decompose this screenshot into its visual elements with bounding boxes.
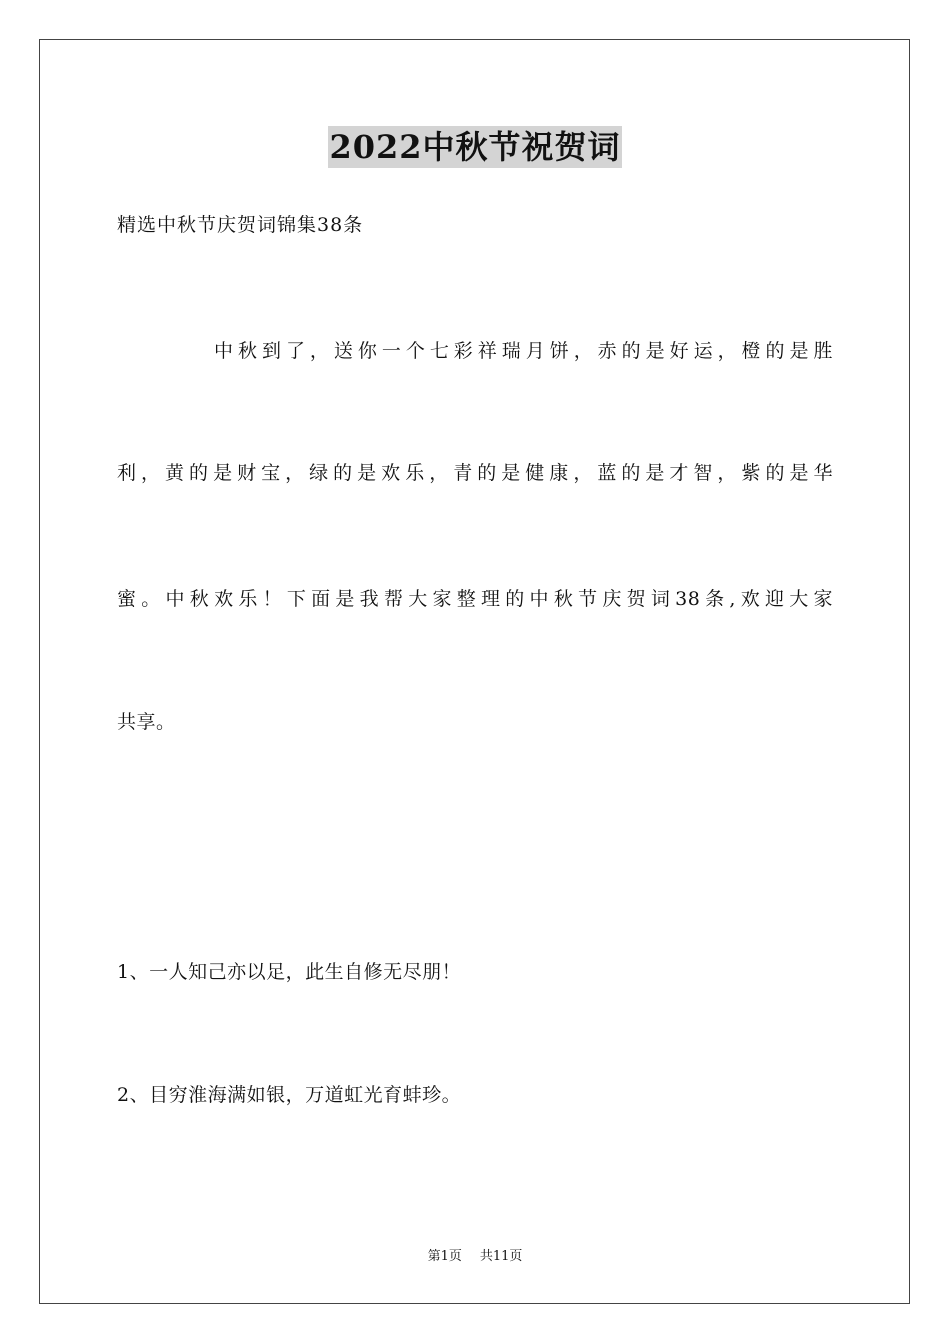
list-item: 1、一人知己亦以足，此生自修无尽朋！ (117, 961, 462, 983)
list-item: 2、目穷淮海满如银，万道虹光育蚌珍。 (117, 1084, 462, 1106)
page-number: 第1页 (427, 1249, 462, 1264)
intro-line: 蜜。中秋欢乐！下面是我帮大家整理的中秋节庆贺词38条,欢迎大家 (117, 588, 833, 610)
intro-line: 利，黄的是财宝，绿的是欢乐，青的是健康，蓝的是才智，紫的是华 (117, 462, 833, 484)
title-container (0, 126, 950, 168)
intro-line: 共享。 (117, 711, 176, 733)
page-footer (0, 1248, 950, 1266)
page-total: 共11页 (479, 1249, 523, 1264)
document-title: 2022中秋节祝贺词 (329, 128, 621, 166)
intro-line: 中秋到了，送你一个七彩祥瑞月饼，赤的是好运，橙的是胜 (214, 340, 833, 362)
document-subtitle: 精选中秋节庆贺词锦集38条 (117, 214, 364, 236)
